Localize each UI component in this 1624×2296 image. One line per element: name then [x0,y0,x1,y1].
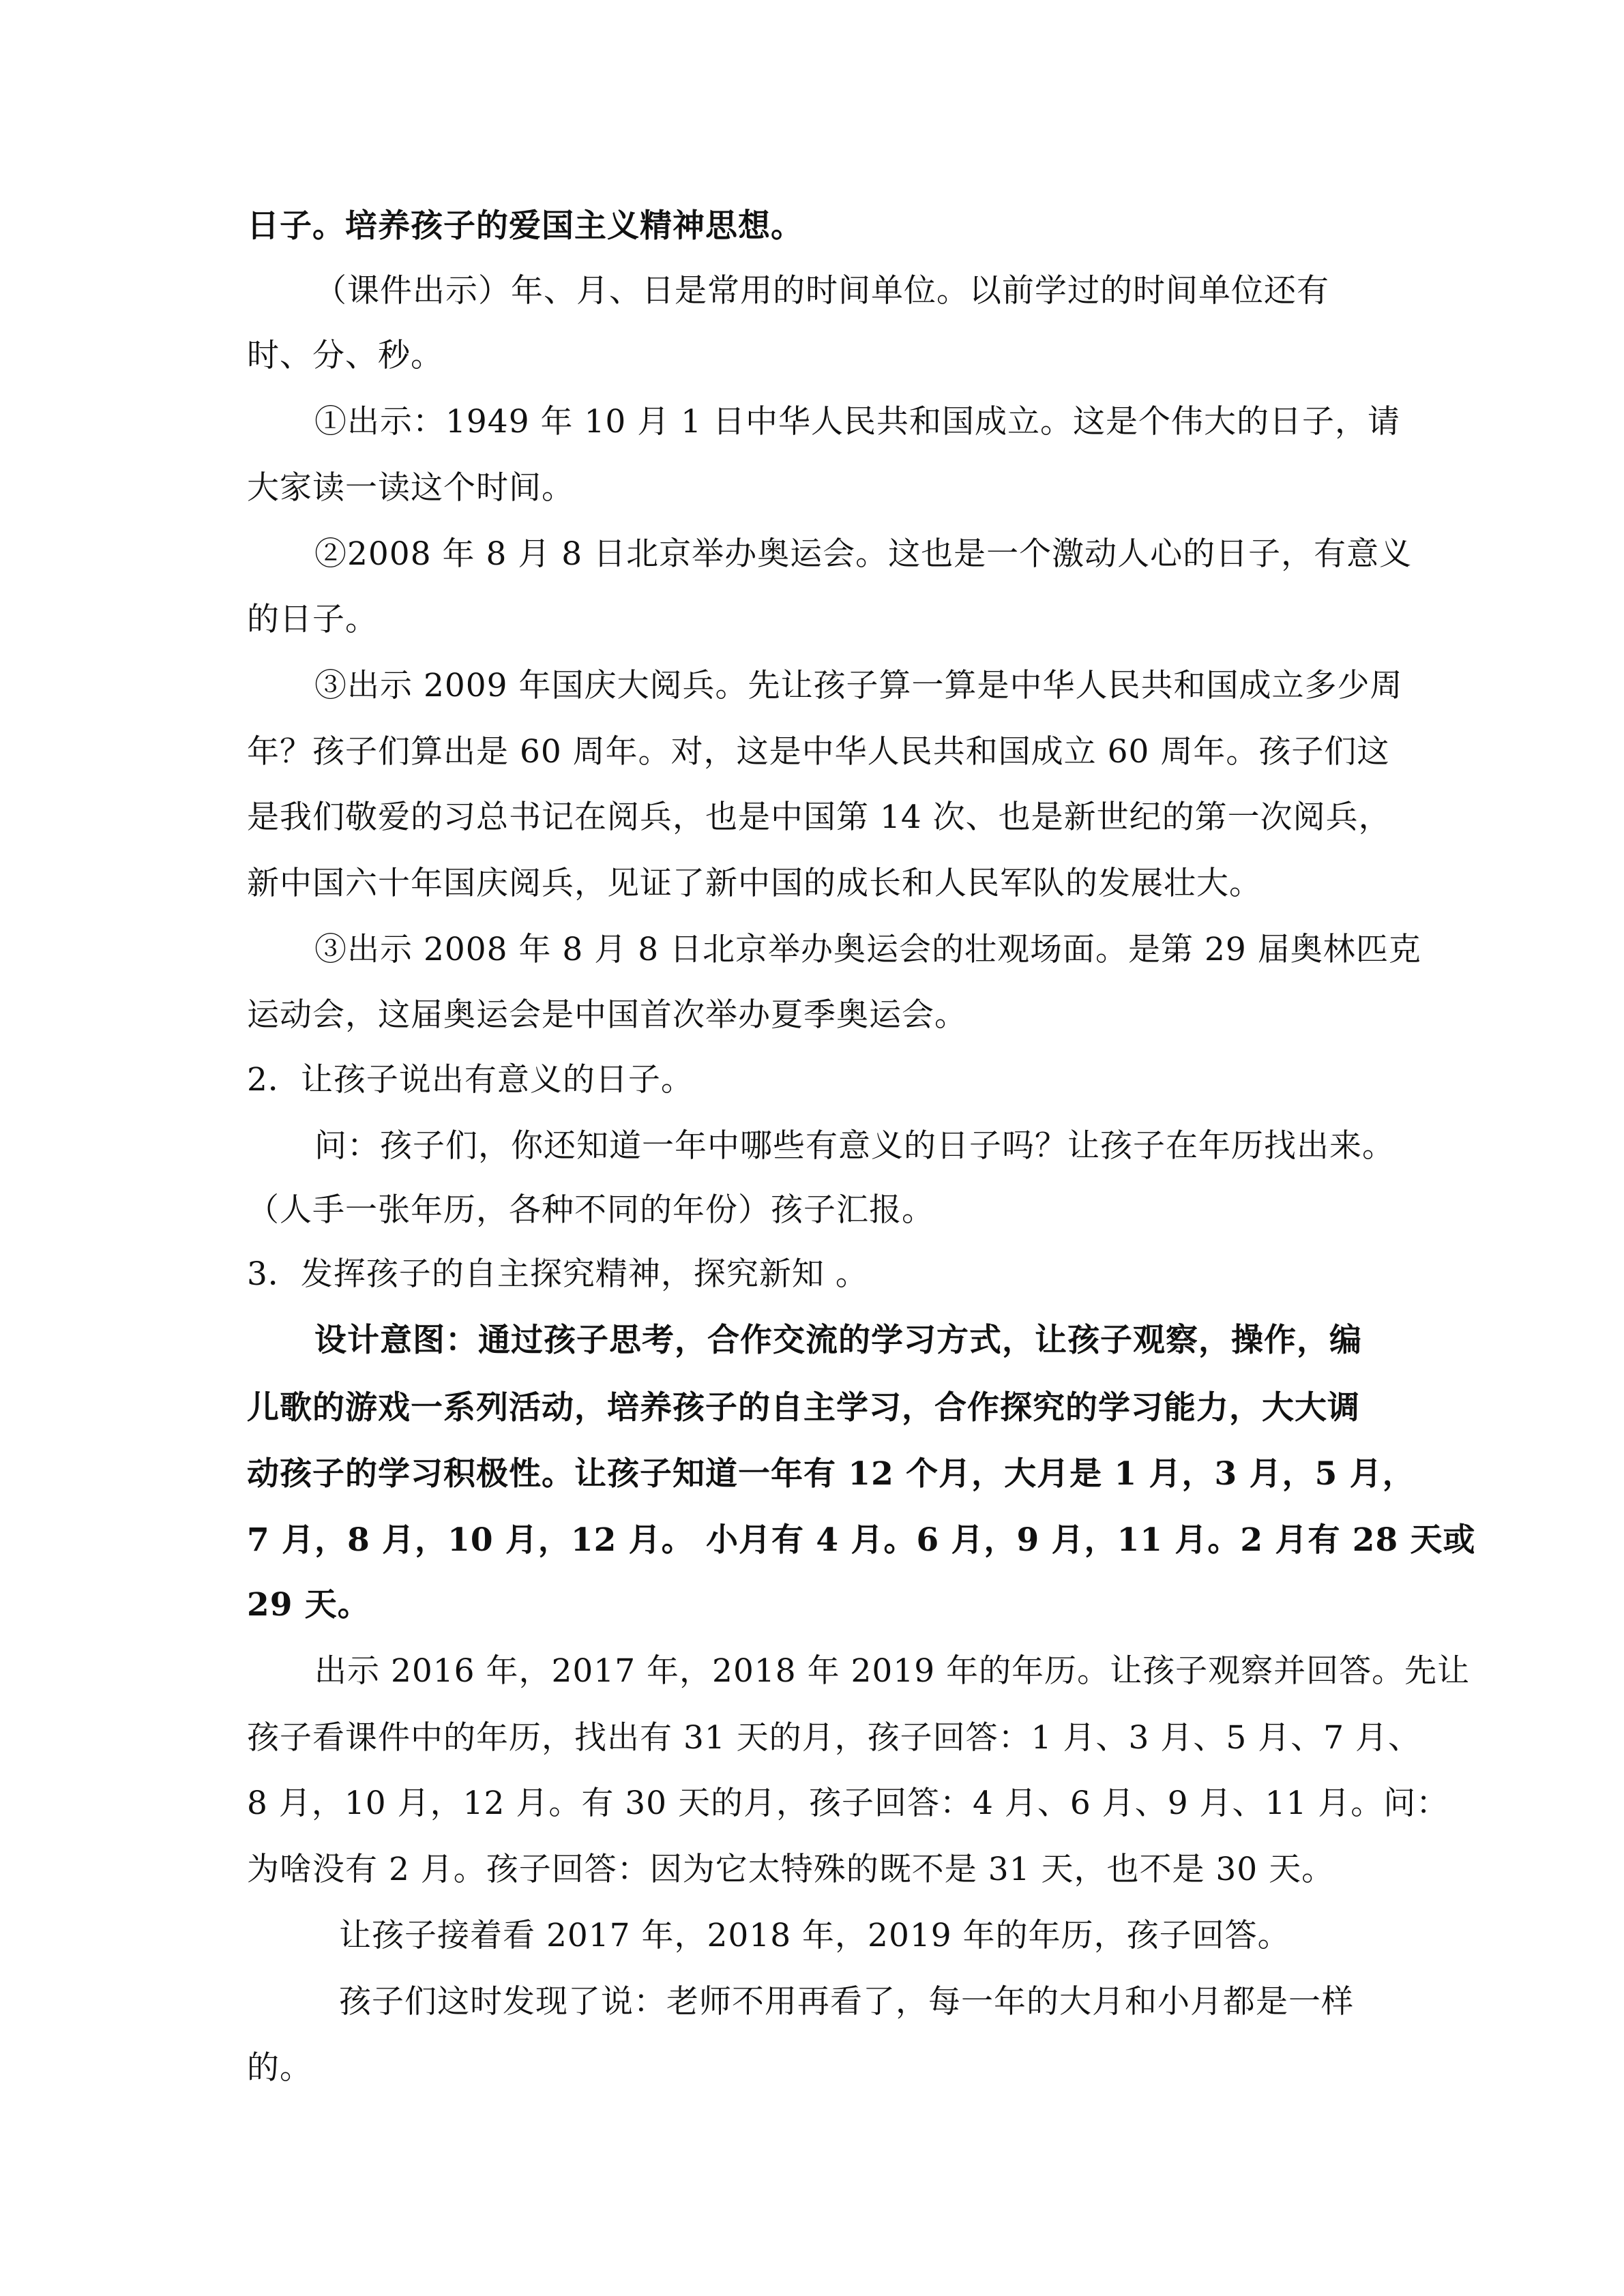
text-line: 大家读一读这个时间。 [247,469,574,507]
text-line: （人手一张年历，各种不同的年份）孩子汇报。 [247,1191,934,1229]
text-line: 的日子。 [247,601,378,638]
text-line: 孩子们这时发现了说：老师不用再看了，每一年的大月和小月都是一样 [339,1983,1354,2021]
text-line: 29 天。 [247,1586,370,1624]
text-line: 年？孩子们算出是 60 周年。对，这是中华人民共和国成立 60 周年。孩子们这 [247,733,1390,771]
text-line: 运动会，这届奥运会是中国首次举办夏季奥运会。 [247,996,967,1034]
text-line: 新中国六十年国庆阅兵，见证了新中国的成长和人民军队的发展壮大。 [247,865,1262,902]
text-line: 日子。培养孩子的爱国主义精神思想。 [247,207,803,245]
section-heading: 2．让孩子说出有意义的日子。 [247,1061,694,1099]
text-line: 设计意图：通过孩子思考，合作交流的学习方式，让孩子观察，操作，编 [314,1322,1362,1359]
text-line: ①出示：1949 年 10 月 1 日中华人民共和国成立。这是个伟大的日子，请 [314,403,1401,441]
text-line: 为啥没有 2 月。孩子回答：因为它太特殊的既不是 31 天，也不是 30 天。 [247,1851,1335,1888]
text-line: 出示 2016 年，2017 年，2018 年 2019 年的年历。让孩子观察并回答。先让 [314,1652,1471,1690]
text-line: ③出示 2008 年 8 月 8 日北京举办奥运会的壮观场面。是第 29 届奥林匹克 [314,931,1421,968]
text-line: 问：孩子们，你还知道一年中哪些有意义的日子吗？让孩子在年历找出来。 [314,1127,1395,1165]
section-heading: 3．发挥孩子的自主探究精神，探究新知 。 [247,1255,868,1293]
text-line: 孩子看课件中的年历，找出有 31 天的月，孩子回答：1 月、3 月、5 月、7 月、 [247,1719,1421,1757]
text-line: 7 月，8 月，10 月，12 月。 小月有 4 月。6 月，9 月，11 月。2 月有 28 天或 [247,1521,1476,1559]
text-line: ②2008 年 8 月 8 日北京举办奥运会。这也是一个激动人心的日子，有意义 [314,535,1413,573]
text-line: （课件出示）年、月、日是常用的时间单位。以前学过的时间单位还有 [314,272,1329,310]
text-line: 是我们敬爱的习总书记在阅兵，也是中国第 14 次、也是新世纪的第一次阅兵， [247,799,1391,836]
text-line: 让孩子接着看 2017 年，2018 年，2019 年的年历，孩子回答。 [339,1917,1290,1954]
text-line: 儿歌的游戏一系列活动，培养孩子的自主学习，合作探究的学习能力，大大调 [247,1389,1360,1427]
text-line: 时、分、秒。 [247,337,443,374]
text-line: ③出示 2009 年国庆大阅兵。先让孩子算一算是中华人民共和国成立多少周 [314,667,1403,704]
text-line: 的。 [247,2049,312,2087]
text-line: 动孩子的学习积极性。让孩子知道一年有 12 个月，大月是 1 月，3 月，5 月， [247,1455,1415,1493]
text-line: 8 月，10 月，12 月。有 30 天的月，孩子回答：4 月、6 月、9 月、11 月。问： [247,1785,1449,1822]
